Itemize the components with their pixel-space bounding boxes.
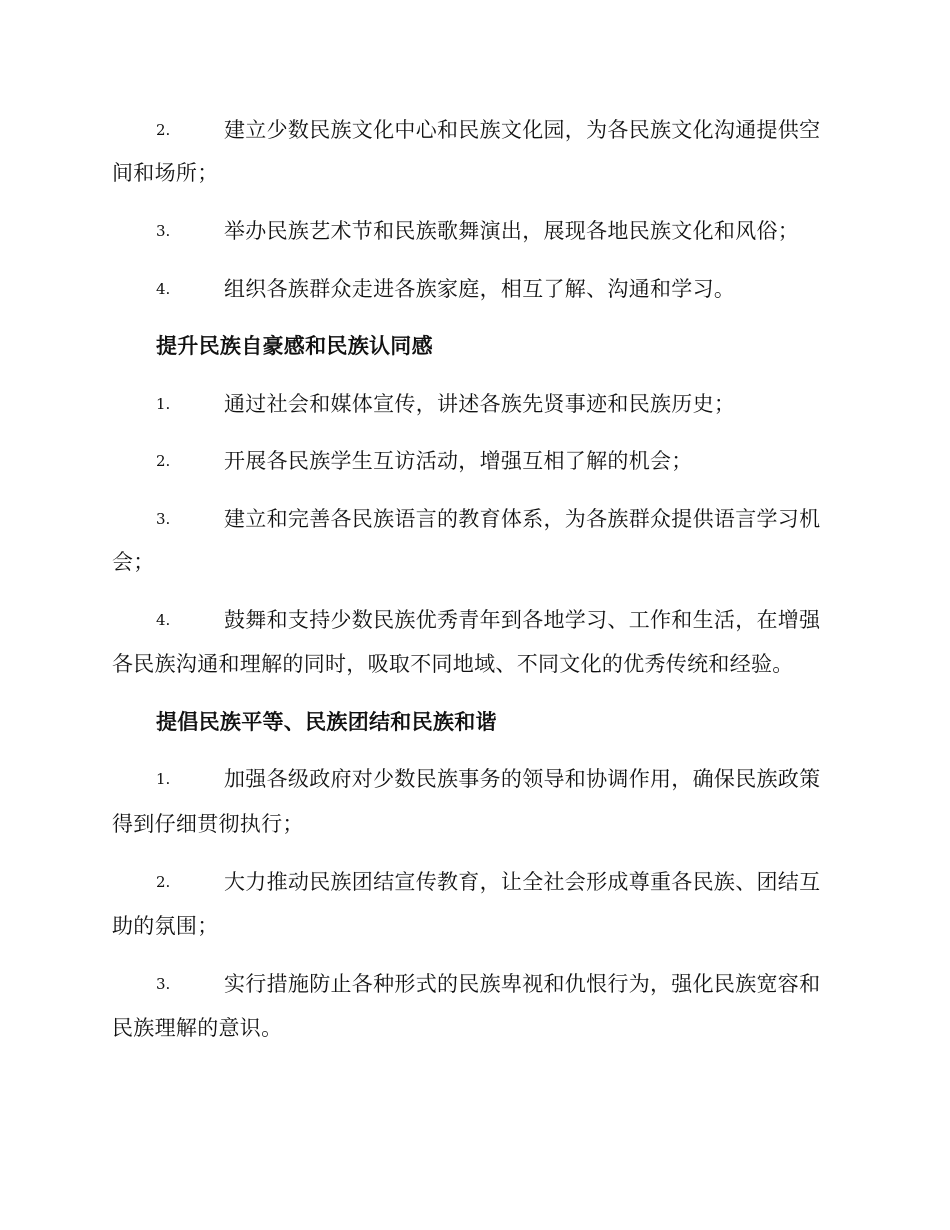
list-item-text-continued: 间和场所；	[112, 161, 219, 185]
list-item-number: 3.	[156, 975, 171, 993]
list-item-number: 3.	[156, 222, 171, 240]
list-item-text: 建立少数民族文化中心和民族文化园，为各民族文化沟通提供空	[224, 118, 821, 142]
list-item-number: 1.	[156, 395, 171, 413]
list-item-number: 2.	[156, 452, 171, 470]
list-item-text: 组织各族群众走进各族家庭，相互了解、沟通和学习。	[224, 277, 736, 301]
section-heading: 提升民族自豪感和民族认同感	[156, 334, 433, 358]
section-heading: 提倡民族平等、民族团结和民族和谐	[156, 710, 497, 734]
list-item-text: 举办民族艺术节和民族歌舞演出，展现各地民族文化和风俗；	[224, 219, 800, 243]
list-item-number: 3.	[156, 510, 171, 528]
list-item-text: 加强各级政府对少数民族事务的领导和协调作用，确保民族政策	[224, 767, 821, 791]
list-item-number: 4.	[156, 611, 171, 629]
list-item-text: 鼓舞和支持少数民族优秀青年到各地学习、工作和生活，在增强	[224, 608, 821, 632]
list-item-number: 4.	[156, 280, 171, 298]
list-item-text-continued: 民族理解的意识。	[112, 1016, 283, 1040]
list-item-text: 开展各民族学生互访活动，增强互相了解的机会；	[224, 449, 693, 473]
list-item-text: 通过社会和媒体宣传，讲述各族先贤事迹和民族历史；	[224, 392, 736, 416]
list-item-number: 1.	[156, 770, 171, 788]
list-item-text-continued: 各民族沟通和理解的同时，吸取不同地域、不同文化的优秀传统和经验。	[112, 652, 794, 676]
list-item-text-continued: 助的氛围；	[112, 914, 219, 938]
list-item-text: 实行措施防止各种形式的民族卑视和仇恨行为，强化民族宽容和	[224, 972, 821, 996]
list-item-text: 大力推动民族团结宣传教育，让全社会形成尊重各民族、团结互	[224, 870, 821, 894]
list-item-text: 建立和完善各民族语言的教育体系，为各族群众提供语言学习机	[224, 507, 821, 531]
list-item-number: 2.	[156, 121, 171, 139]
list-item-number: 2.	[156, 873, 171, 891]
list-item-text-continued: 得到仔细贯彻执行；	[112, 812, 304, 836]
list-item-text-continued: 会；	[112, 550, 155, 574]
